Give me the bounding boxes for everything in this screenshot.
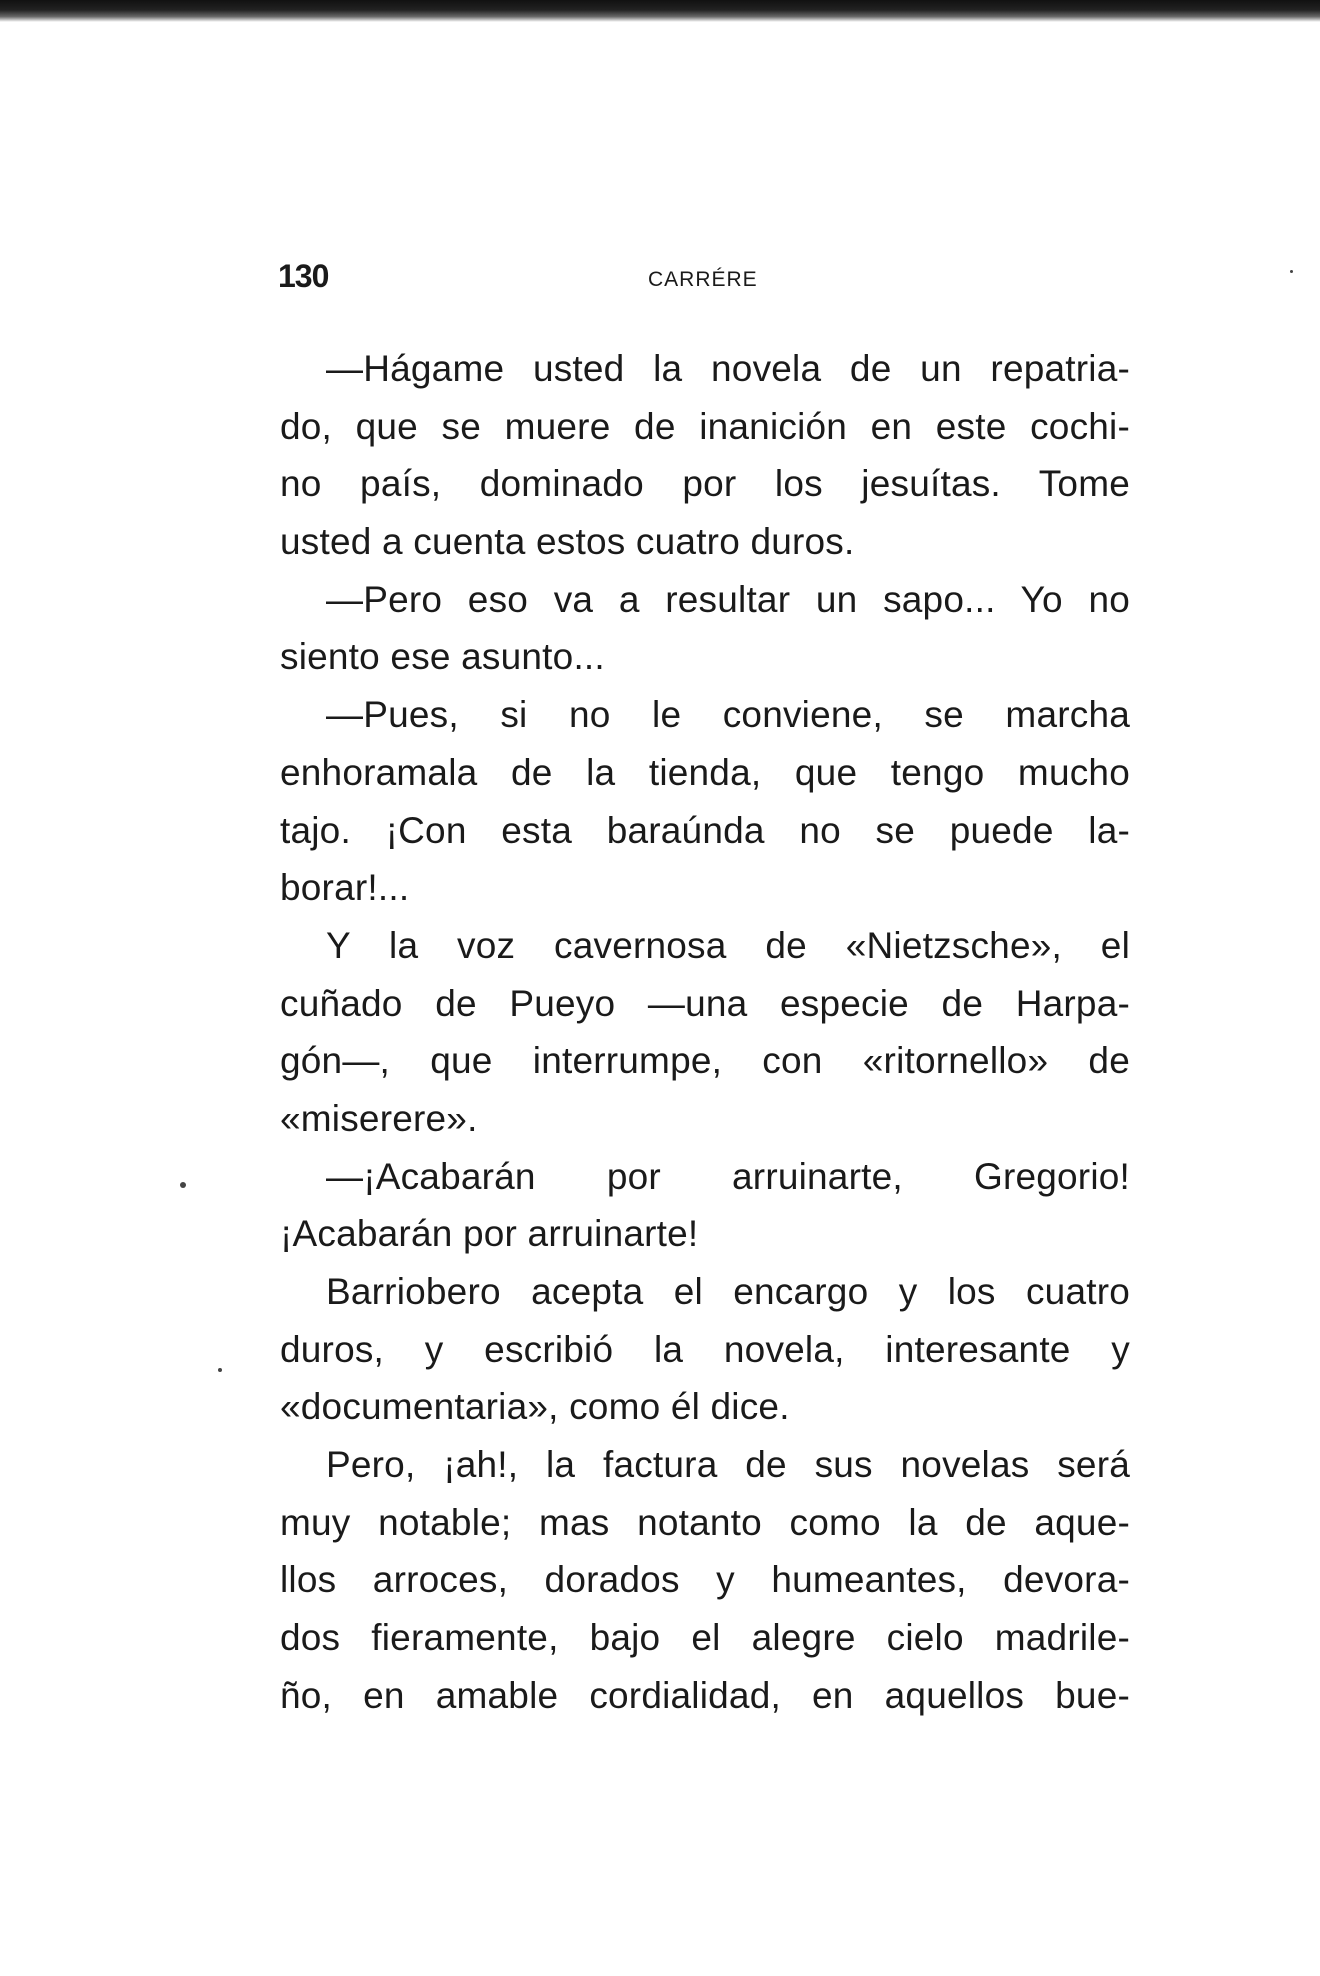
page-number: 130 (278, 258, 329, 294)
text-line: «documentaria», como él dice. (280, 1386, 790, 1428)
text-line: muy notable; mas notanto como la de aque- (280, 1501, 1130, 1543)
text-line: gón—, que interrumpe, con «ritornello» de (280, 1040, 1130, 1082)
text-line: tajo. ¡Con esta baraúnda no se puede la- (280, 809, 1130, 851)
text-line: duros, y escribió la novela, interesante y (280, 1328, 1130, 1370)
text-line: —¡Acabarán por arruinarte, Gregorio! (326, 1155, 1130, 1197)
text-line: usted a cuenta estos cuatro duros. (280, 521, 855, 563)
text-line: enhoramala de la tienda, que tengo mucho (280, 751, 1130, 793)
page-header (278, 258, 1138, 318)
running-head: CARRÉRE (648, 268, 758, 291)
text-line: dos fieramente, bajo el alegre cielo madrile- (280, 1617, 1130, 1659)
text-line: do, que se muere de inanición en este cochi- (280, 405, 1130, 447)
text-line: ¡Acabarán por arruinarte! (280, 1213, 699, 1255)
text-line: cuñado de Pueyo —una especie de Harpa- (280, 982, 1130, 1024)
text-line: Pero, ¡ah!, la factura de sus novelas será (326, 1444, 1130, 1486)
text-line: —Pues, si no le conviene, se marcha (326, 694, 1130, 736)
text-line: Y la voz cavernosa de «Nietzsche», el (326, 924, 1130, 966)
text-line: borar!... (280, 867, 410, 909)
text-line: «miserere». (280, 1097, 478, 1139)
text-line: ño, en amable cordialidad, en aquellos bue- (280, 1674, 1130, 1716)
text-line: llos arroces, dorados y humeantes, devora- (280, 1559, 1130, 1601)
text-line: —Hágame usted la novela de un repatria- (326, 348, 1130, 389)
scan-speck (180, 1182, 186, 1188)
scan-speck (218, 1368, 222, 1372)
body-text (280, 340, 1130, 1725)
text-line: no país, dominado por los jesuítas. Tome (280, 463, 1130, 505)
text-line: siento ese asunto... (280, 636, 605, 678)
text-line: Barriobero acepta el encargo y los cuatro (326, 1271, 1130, 1312)
scan-speck (1290, 270, 1293, 273)
text-line: —Pero eso va a resultar un sapo... Yo no (326, 578, 1130, 620)
scanned-page-top-edge (0, 0, 1320, 22)
